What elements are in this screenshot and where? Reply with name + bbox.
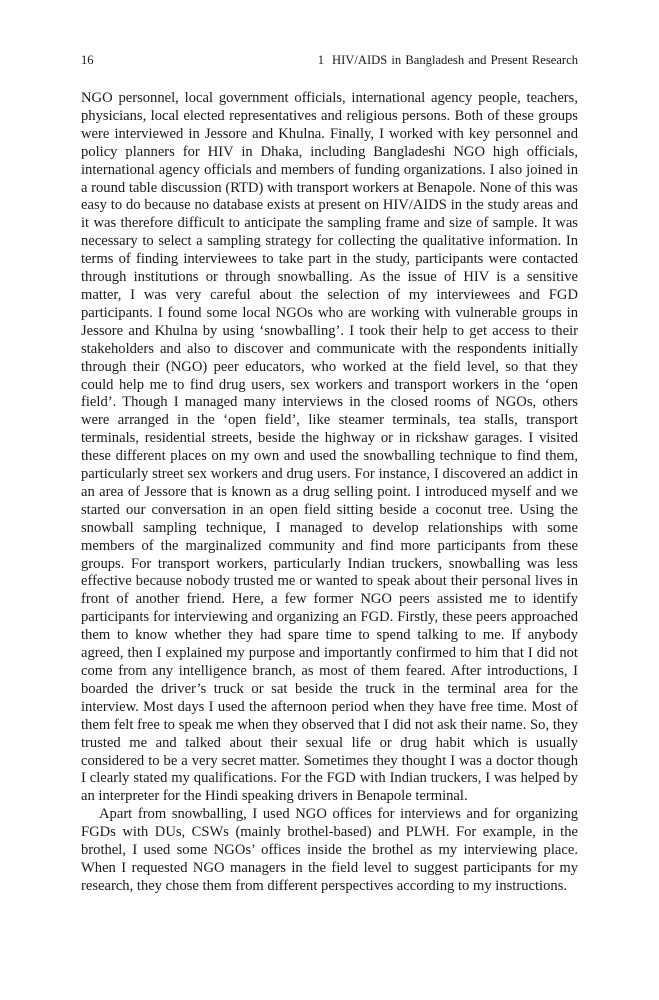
paragraph: Apart from snowballing, I used NGO offices for interviews and for organizing FGDs with DUs, CSWs (mainly brothel-based) and PLWH. For example, in the brothel, I used some NGOs’ offices inside the brothel as my interviewing place. When I requested NGO managers in the field level to suggest participants for my research, they chose them from different perspectives according to my instructions. [81, 806, 578, 894]
body-text [81, 90, 578, 896]
page-number: 16 [81, 53, 94, 67]
chapter-number: 1 [317, 53, 325, 67]
chapter-title: HIV/AIDS in Bangladesh and Present Research [332, 53, 578, 67]
running-head [81, 52, 578, 68]
paragraph: NGO personnel, local government officials, international agency people, teachers, physicians, local elected representatives and religious persons. Both of these groups were interviewed in Jessore and Khulna. Finally, I worked with key personnel and policy planners for HIV in Dhaka, including Bangladeshi NGO high officials, international agency officials and members of funding organizations. I also joined in a round table discussion (RTD) with transport workers at Benapole. None of this was easy to do because no database exists at present on HIV/AIDS in the study areas and it was therefore difficult to anticipate the sampling frame and size of sample. It was necessary to select a sampling strategy for collecting the qualitative information. In terms of finding interviewees to take part in the study, participants were contacted through institutions or through snowballing. As the issue of HIV is a sensitive matter, I was very careful about the selection of my interviewees and FGD participants. I found some local NGOs who are working with vulnerable groups in Jessore and Khulna by using ‘snowballing’. I took their help to get access to their stakeholders and also to discover and communicate with the respondents initially through their (NGO) peer educators, who worked at the field level, so that they could help me to find drug users, sex workers and transport workers in the ‘open field’. Though I managed many interviews in the closed rooms of NGOs, others were arranged in the ‘open field’, like steamer terminals, tea stalls, transport terminals, residential streets, beside the highway or in rickshaw garages. I visited these different places on my own and used the snowballing technique to find them, particularly street sex workers and drug users. For instance, I discovered an addict in an area of Jessore that is known as a drug selling point. I introduced myself and we started our conversation in an open field sitting beside a coconut tree. Using the snowball sampling technique, I managed to develop relationships with some members of the marginalized community and find more participants from these groups. For transport workers, particularly Indian truckers, snowballing was less effective because nobody trusted me or wanted to speak about their personal lives in front of another friend. Here, a few former NGO peers assisted me to identify participants for interviewing and organizing an FGD. Firstly, these peers approached them to know whether they had spare time to spend talking to me. If anybody agreed, then I explained my purpose and importantly confirmed to him that I did not come from any intelligence branch, as most of them feared. After introductions, I boarded the driver’s truck or sat beside the truck in the terminal area for the interview. Most days I used the afternoon period when they have free time. Most of them felt free to speak me when they observed that I did not ask their name. So, they trusted me and talked about their sexual life or drug habit which is usually considered to be a very secret matter. Sometimes they thought I was a doctor though I clearly stated my qualifications. For the FGD with Indian truckers, I was helped by an interpreter for the Hindi speaking drivers in Benapole terminal. [81, 90, 578, 805]
book-page [81, 52, 578, 896]
chapter-heading [318, 52, 578, 68]
